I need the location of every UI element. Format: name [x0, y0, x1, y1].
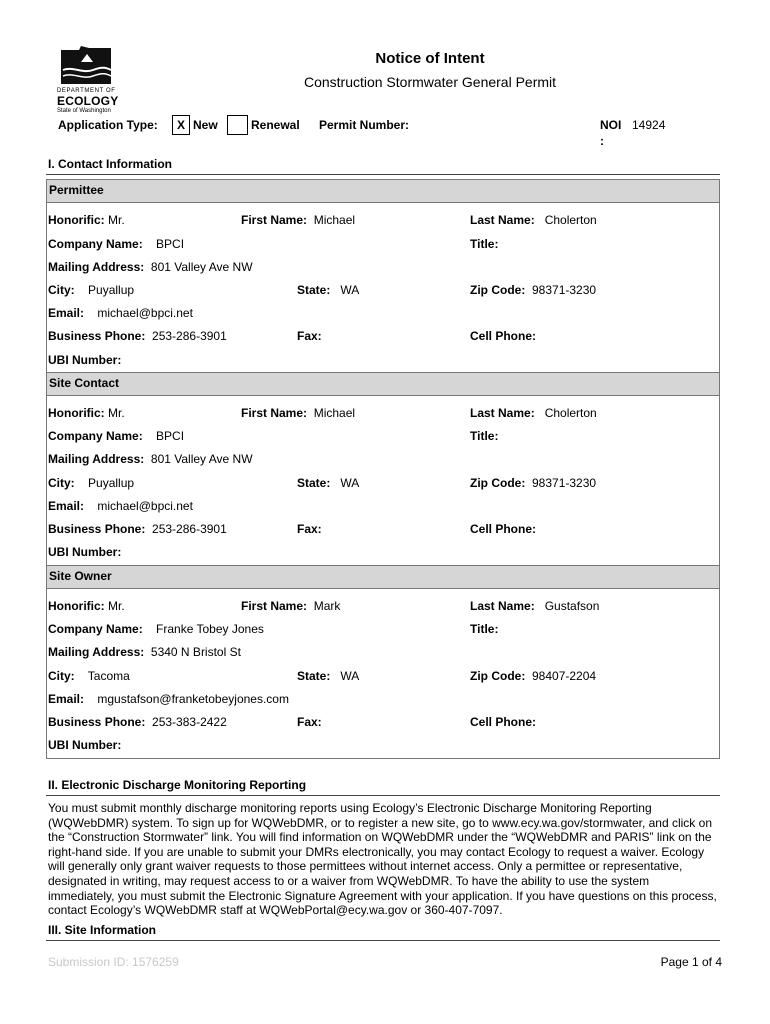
site-contact-phone: Business Phone: 253-286-3901 [48, 522, 227, 536]
site-owner-heading: Site Owner [46, 565, 720, 589]
renewal-checkbox[interactable] [227, 115, 248, 135]
permittee-last-name: Last Name: Cholerton [470, 213, 597, 227]
site-contact-first-name: First Name: Michael [241, 406, 356, 420]
new-checkbox[interactable]: X [172, 115, 190, 135]
permittee-fax: Fax: [297, 329, 322, 343]
site-contact-cell: Cell Phone: [470, 522, 537, 536]
section-site-heading: III. Site Information [48, 923, 157, 937]
site-owner-phone: Business Phone: 253-383-2422 [48, 715, 227, 729]
site-contact-email: Email: michael@bpci.net [48, 499, 193, 513]
divider [46, 174, 720, 175]
permittee-mailing: Mailing Address: 801 Valley Ave NW [48, 260, 253, 274]
renewal-label: Renewal [251, 118, 300, 132]
site-contact-ubi: UBI Number: [48, 545, 122, 559]
site-contact-mailing: Mailing Address: 801 Valley Ave NW [48, 452, 253, 466]
permittee-phone: Business Phone: 253-286-3901 [48, 329, 227, 343]
site-owner-state: State: WA [297, 669, 360, 683]
site-contact-fax: Fax: [297, 522, 322, 536]
logo-department: DEPARTMENT OF [57, 88, 116, 94]
site-owner-email: Email: mgustafson@franketobeyjones.com [48, 692, 289, 706]
permit-number-label: Permit Number: [319, 118, 410, 132]
permittee-city: City: Puyallup [48, 283, 135, 297]
permittee-honorific: Honorific: Mr. [48, 213, 125, 227]
permittee-company: Company Name: BPCI [48, 237, 185, 251]
page-title: Notice of Intent [375, 50, 485, 67]
application-type-label: Application Type: [58, 118, 158, 132]
site-contact-zip: Zip Code: 98371-3230 [470, 476, 597, 490]
permittee-email: Email: michael@bpci.net [48, 306, 193, 320]
site-owner-fax: Fax: [297, 715, 322, 729]
permittee-state: State: WA [297, 283, 360, 297]
site-owner-title: Title: [470, 622, 499, 636]
site-contact-title: Title: [470, 429, 499, 443]
logo-name: ECOLOGY [57, 94, 119, 108]
site-contact-last-name: Last Name: Cholerton [470, 406, 597, 420]
permittee-zip: Zip Code: 98371-3230 [470, 283, 597, 297]
noi-value: 14924 [632, 118, 666, 132]
permittee-cell: Cell Phone: [470, 329, 537, 343]
site-contact-company: Company Name: BPCI [48, 429, 185, 443]
site-contact-heading: Site Contact [46, 372, 720, 396]
site-contact-state: State: WA [297, 476, 360, 490]
divider [46, 940, 720, 941]
noi-label: NOI [600, 118, 622, 132]
page-subtitle: Construction Stormwater General Permit [303, 74, 557, 90]
site-owner-mailing: Mailing Address: 5340 N Bristol St [48, 645, 241, 659]
site-owner-cell: Cell Phone: [470, 715, 537, 729]
page-number: Page 1 of 4 [660, 955, 722, 969]
site-owner-company: Company Name: Franke Tobey Jones [48, 622, 264, 636]
site-owner-ubi: UBI Number: [48, 738, 122, 752]
permittee-first-name: First Name: Michael [241, 213, 356, 227]
section-contact-heading: I. Contact Information [48, 157, 172, 171]
section-edmr-heading: II. Electronic Discharge Monitoring Reporting [48, 778, 307, 792]
site-owner-zip: Zip Code: 98407-2204 [470, 669, 597, 683]
divider [46, 795, 720, 796]
submission-id: Submission ID: 1576259 [48, 955, 179, 969]
site-owner-city: City: Tacoma [48, 669, 130, 683]
permittee-ubi: UBI Number: [48, 353, 122, 367]
site-owner-honorific: Honorific: Mr. [48, 599, 125, 613]
site-owner-last-name: Last Name: Gustafson [470, 599, 600, 613]
logo-state: State of Washington [57, 108, 111, 114]
permittee-heading: Permittee [46, 179, 720, 203]
site-contact-city: City: Puyallup [48, 476, 135, 490]
new-label: New [193, 118, 218, 132]
edmr-paragraph: You must submit monthly discharge monitoring reports using Ecology’s Electronic Discharge Monitoring Reporting (WQWebDMR) system. To sign up for WQWebDMR, or to register a new site, go to www.ecy.wa.gov/stormwater, and click on the “Construction Stormwater” link. You will find information on WQWebDMR under the “WQWebDMR and PARIS” link on the right-hand side. If you are unable to submit your DMRs electronically, you may contact Ecology to request a waiver. Ecology will generally only grant waiver requests to those permittees without internet access. Only a permittee or representative, designated in writing, may request access to or a waiver from WQWebDMR. To have the ability to use the system immediately, you must submit the Electronic Signature Agreement with your application. If you have questions on this process, contact Ecology’s WQWebDMR staff at WQWebPortal@ecy.wa.gov or 360-407-7097. [48, 801, 717, 918]
site-contact-honorific: Honorific: Mr. [48, 406, 125, 420]
site-owner-first-name: First Name: Mark [241, 599, 341, 613]
permittee-title: Title: [470, 237, 499, 251]
noi-colon: : [600, 134, 604, 148]
